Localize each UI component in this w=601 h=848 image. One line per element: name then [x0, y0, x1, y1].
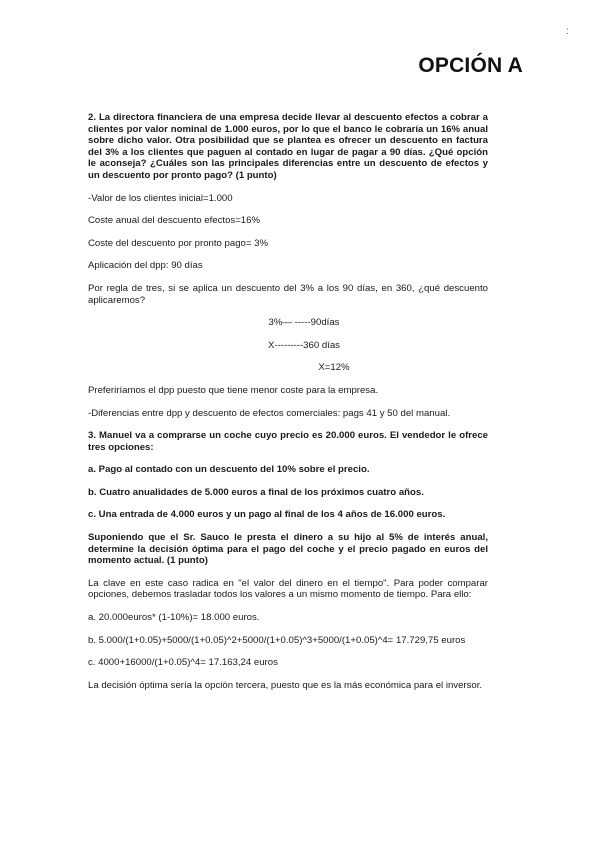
q2-rule-of-three-text: Por regla de tres, si se aplica un descuento del 3% a los 90 días, en 360, ¿qué descuento aplicaremos? — [88, 282, 488, 306]
q2-data-line-1: -Valor de los clientes inicial=1.000 — [88, 192, 233, 204]
q3-question: Suponiendo que el Sr. Sauco le presta el dinero a su hijo al 5% de interés anual, determine la decisión óptima para el pago del coche y el precio pagado en euros del momento actual. (1 punto) — [88, 532, 488, 567]
q3-option-b: b. Cuatro anualidades de 5.000 euros a final de los próximos cuatro años. — [88, 486, 424, 498]
calc-line-1: 3%— -----90días — [268, 317, 340, 329]
q2-data-line-2: Coste anual del descuento efectos=16% — [88, 215, 261, 227]
page-title: OPCIÓN A — [418, 54, 523, 77]
question-3-block — [88, 430, 488, 567]
q3-calc-b: b. 5.000/(1+0.05)+5000/(1+0.05)^2+5000/(1+0.05)^3+5000/(1+0.05)^4= 17.729,75 euros — [88, 634, 466, 646]
q2-data-line-3: Coste del descuento por pronto pago= 3% — [88, 237, 269, 249]
corner-mark: : — [566, 26, 569, 37]
calc-result: X=12% — [318, 362, 350, 374]
q3-decision: La decisión óptima sería la opción tercera, puesto que es la más económica para el inversor. — [88, 679, 483, 691]
q2-conclusion: Preferiríamos el dpp puesto que tiene menor coste para la empresa. — [88, 384, 379, 396]
q3-option-c: c. Una entrada de 4.000 euros y un pago al final de los 4 años de 16.000 euros. — [88, 509, 446, 521]
calc-line-2: X---------360 días — [268, 339, 340, 351]
q3-calc-a: a. 20.000euros* (1-10%)= 18.000 euros. — [88, 612, 260, 624]
q2-rule-of-three-calc — [88, 317, 488, 374]
q3-explanation: La clave en este caso radica en "el valor del dinero en el tiempo". Para poder comparar opciones, debemos trasladar todos los valores a un mismo momento de tiempo. Para ello: — [88, 577, 488, 601]
q3-calc-c: c. 4000+16000/(1+0.05)^4= 17.163,24 euros — [88, 657, 278, 669]
question-3-intro: 3. Manuel va a comprarse un coche cuyo precio es 20.000 euros. El vendedor le ofrece tres opciones: — [88, 430, 488, 453]
document-body — [88, 112, 488, 702]
q2-data-line-4: Aplicación del dpp: 90 días — [88, 260, 203, 272]
q3-calculations — [88, 612, 488, 669]
question-2-statement: 2. La directora financiera de una empresa decide llevar al descuento efectos a cobrar a clientes por valor nominal de 1.000 euros, por lo que el banco le cobraría un 16% anual sobre dicho valor. Otra posibilidad que se plantea es ofrecer un descuento en factura del 3% a los clientes que paguen al contado en lugar de pagar a 90 días. ¿Qué opción le aconseja? ¿Cuáles son las principales diferencias entre un descuento de efectos y un descuento por pronto pago? (1 punto) — [88, 112, 488, 181]
q3-option-a: a. Pago al contado con un descuento del 10% sobre el precio. — [88, 464, 370, 476]
q2-differences: -Diferencias entre dpp y descuento de efectos comerciales: pags 41 y 50 del manual. — [88, 407, 451, 419]
